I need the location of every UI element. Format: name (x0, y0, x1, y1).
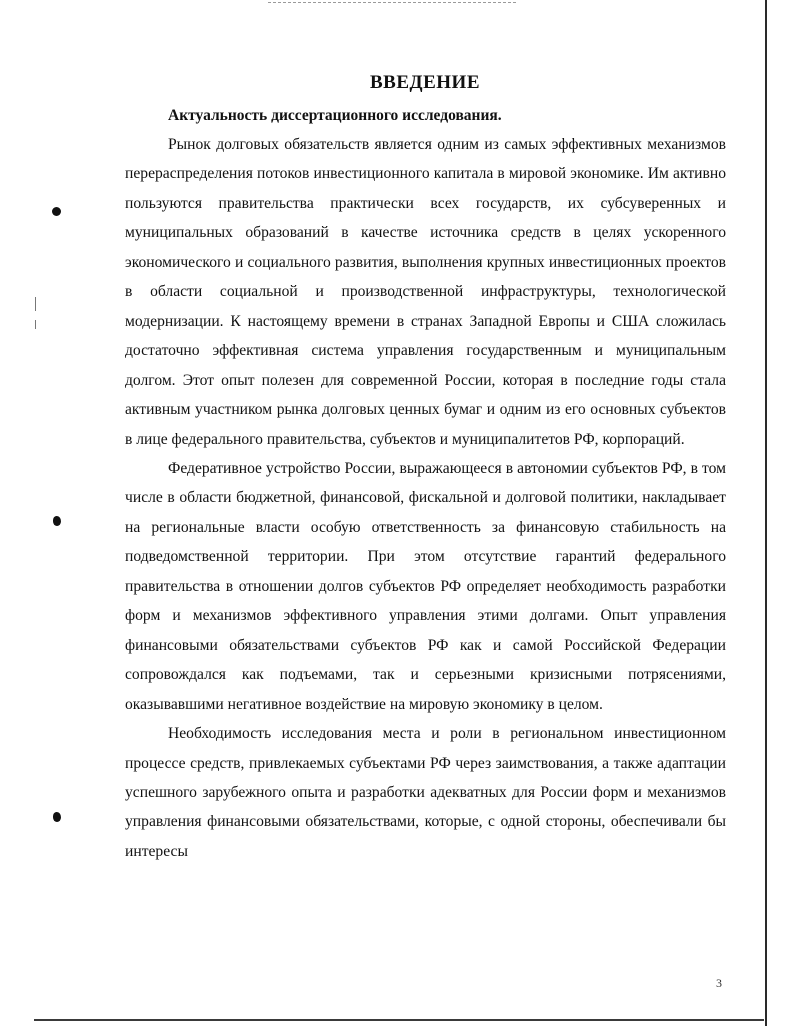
body-text (125, 130, 726, 866)
scan-margin-tick (35, 297, 36, 311)
binding-hole-mark (52, 207, 61, 216)
scan-top-artifact (268, 2, 516, 3)
paragraph: Рынок долговых обязательств является одним из самых эффективных механизмов перераспределения потоков инвестиционного капитала в мировой экономике. Им активно пользуются правительства практически всех государств, их субсуверенных и муниципальных образований в качестве источника средств в целях ускоренного экономического и социального развития, выполнения крупных инвестиционных проектов в области социальной и производственной инфраструктуры, технологической модернизации. К настоящему времени в странах Западной Европы и США сложилась достаточно эффективная система управления государственным и муниципальным долгом. Этот опыт полезен для современной России, которая в последние годы стала активным участником рынка долговых ценных бумаг и одним из его основных субъектов в лице федерального правительства, субъектов и муниципалитетов РФ, корпораций. (125, 136, 726, 448)
section-subheading: Актуальность диссертационного исследования. (168, 107, 502, 124)
binding-hole-mark (53, 516, 61, 526)
scan-right-edge (765, 0, 767, 1026)
paragraph: Необходимость исследования места и роли в региональном инвестиционном процессе средств, привлекаемых субъектами РФ через заимствования, а также адаптации успешного зарубежного опыта и разработки адекватных для России форм и механизмов управления финансовыми обязательствами, которые, с одной стороны, обеспечивали бы интересы (125, 725, 726, 860)
binding-hole-mark (53, 812, 61, 822)
scan-margin-tick (35, 320, 36, 329)
page-title: ВВЕДЕНИЕ (370, 72, 480, 93)
paragraph: Федеративное устройство России, выражающееся в автономии субъектов РФ, в том числе в области бюджетной, финансовой, фискальной и долговой политики, накладывает на региональные власти особую ответственность за финансовую стабильность на подведомственной территории. При этом отсутствие гарантий федерального правительства в отношении долгов субъектов РФ определяет необходимость разработки форм и механизмов эффективного управления этими долгами. Опыт управления финансовыми обязательствами субъектов РФ как и самой Российской Федерации сопровождался как подъемами, так и серьезными кризисными потрясениями, оказывавшими негативное воздействие на мировую экономику в целом. (125, 459, 726, 713)
page-number: 3 (716, 976, 722, 990)
scan-bottom-edge (34, 1019, 764, 1021)
